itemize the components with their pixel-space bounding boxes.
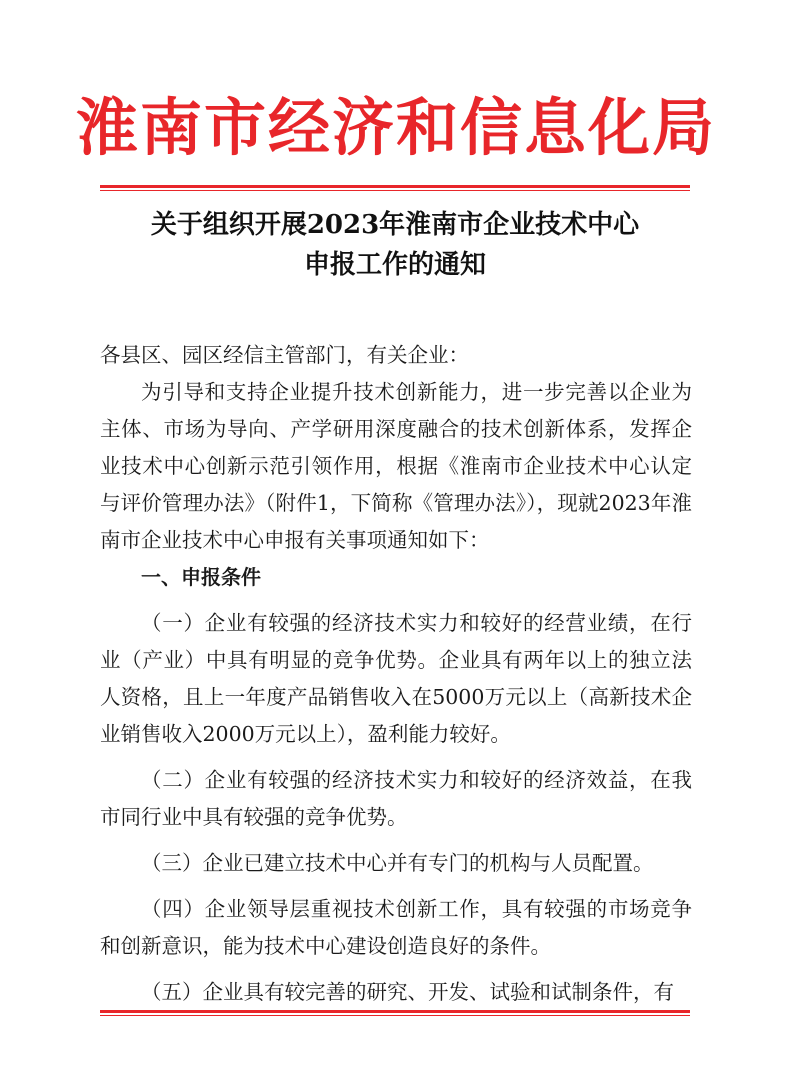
document-title (100, 205, 690, 285)
title-line-2: 申报工作的通知 (303, 250, 486, 280)
header-rule-thin (100, 190, 690, 191)
condition-4: （四）企业领导层重视技术创新工作，具有较强的市场竞争和创新意识，能为技术中心建设创造良好的条件。 (100, 897, 692, 958)
header-rule-thick (100, 185, 690, 188)
issuer-masthead: 淮南市经济和信息化局 (75, 91, 716, 164)
condition-5: （五）企业具有较完善的研究、开发、试验和试制条件，有 (141, 980, 674, 1004)
intro-paragraph: 为引导和支持企业提升技术创新能力，进一步完善以企业为主体、市场为导向、产学研用深度融合的技术创新体系，发挥企业技术中心创新示范引领作用，根据《淮南市企业技术中心认定与评价管理办法》（附件1，下简称《管理办法》），现就2023年淮南市企业技术中心申报有关事项通知如下： (100, 380, 692, 552)
title-line-1: 关于组织开展2023年淮南市企业技术中心 (150, 210, 640, 240)
condition-2: （二）企业有较强的经济技术实力和较好的经济效益，在我市同行业中具有较强的竞争优势。 (100, 768, 692, 829)
condition-3: （三）企业已建立技术中心并有专门的机构与人员配置。 (141, 851, 654, 875)
footer-rule-thin (100, 1015, 690, 1016)
condition-1: （一）企业有较强的经济技术实力和较好的经营业绩，在行业（产业）中具有明显的竞争优势。企业具有两年以上的独立法人资格，且上一年度产品销售收入在5000万元以上（高新技术企业销售收入2000万元以上），盈利能力较好。 (100, 611, 692, 746)
document-body (100, 337, 692, 1011)
section-heading: 一、申报条件 (141, 565, 261, 589)
footer-rule-thick (100, 1010, 690, 1013)
salutation: 各县区、园区经信主管部门，有关企业： (100, 343, 469, 367)
